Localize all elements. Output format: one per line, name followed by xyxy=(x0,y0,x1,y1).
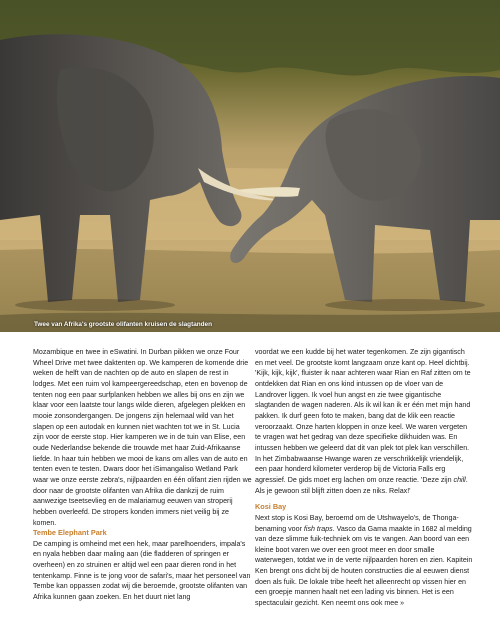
text-column-right xyxy=(255,347,474,609)
body-paragraph: Mozambique en twee in eSwatini. In Durban pikken we onze Four Wheel Drive met twee daktenten op. We kamperen de komende drie weken de helft van de nachten op de auto en slapen de rest in lodges. Met een ruim vol kampeergereedschap, eten en bovenop de tenten nog een paar surfplanken hebben we alles bij ons en zijn we klaar voor een laatste tour langs wilde dieren, afgelegen plekken en mooie zonsondergangen. De jongens zijn helemaal wild van het slapen op een autodak en kunnen niet wachten tot we in St. Lucia zijn voor de eerste stop. Hier kamperen we in de tuin van Elise, een oude Nederlandse bekende die trouwde met haar Zuid-Afrikaanse liefde. In haar tuin hebben we mooi de kans om alles van de auto en tenten even te testen. Dwars door het iSimangaliso Wetland Park waar we onze eerste zebra's, nijlpaarden en één olifant zien rijden we door naar de grootste olifanten van Afrika die dankzij de ruim aanwezige tseetsevlieg en de malariamug eeuwen van stroperij hebben overleefd. De stropers konden immers niet veilig bij ze komen. xyxy=(33,348,252,527)
text-run: Next stop is Kosi Bay, beroemd om de Utshwayelo's, de Thonga-benaming voor xyxy=(255,513,459,533)
text-run: . Als je gewoon stil blijft zitten doen ze niks. Relax!' xyxy=(255,475,468,495)
italic-word: chill xyxy=(453,475,466,484)
italic-term: fish traps xyxy=(303,524,333,533)
section-heading-tembe: Tembe Elephant Park xyxy=(33,528,107,538)
body-paragraph: De camping is omheind met een hek, maar parelhoenders, impala's en nyala hebben daar maling aan (die fladderen of springen er overheen) en zo struinen er altijd wel een paar dieren rond in het tentenkamp. Finne is te jong voor de safari's, maar het personeel van Tembe kan oppassen zodat wij die beroemde, grootste olifanten van Afrika kunnen gaan zoeken. En het duurt niet lang xyxy=(33,539,251,602)
body-paragraph xyxy=(255,347,474,496)
section-heading-kosi-bay: Kosi Bay xyxy=(255,502,287,512)
text-column-left xyxy=(33,347,252,603)
body-paragraph xyxy=(255,513,474,609)
text-run: voordat we een kudde bij het water tegenkomen. Ze zijn gigantisch en met veel. De grootste komt langzaam onze kant op. Heel dichtbij. 'Kijk, kijk, kijk', fluister ik naar achteren waar Rian en Raf zitten om te ontdekken dat Rian en ons kind intussen op de vloer van de Landrover liggen. Ik voel hun angst en zie twee gigantische slagtanden de wagen naderen. Als ik wil kan ik er één met mijn hand pakken. Ik durf geen foto te maken, bang dat de klik een reactie veroorzaakt. Onze harten kloppen in onze keel. We waren vergeten te vragen wat het gedrag van deze specifieke dikhuiden was. En intussen hebben we geleerd dat dit van plek tot plek kan verschillen. In het Zimbabwaanse Hwange waren ze verschrikkelijk vriendelijk, een paar honderd kilometer verderop bij de Victoria Falls erg agressief. De gids moet erg lachen om onze reactie. 'Deze zijn xyxy=(255,348,471,484)
photo-caption: Twee van Afrika's grootste olifanten kruisen de slagtanden xyxy=(34,321,213,328)
text-run: . Vasco da Gama maakte in 1682 al melding van deze slimme fuik-techniek om vis te vangen. Aan boord van een kleine boot varen we over een groot meer en door smalle waterwegen, totdat we in de verte nijlpaarden horen en zien. Kapitein Ken brengt ons dicht bij de houten constructies die al eeuwen dienst doen als fuik. De lokale tribe heeft het alleenrecht op vissen hier en een groepje mannen haalt net een lading vis binnen. Het is een spectaculair gezicht. Ken neemt ons ook mee » xyxy=(255,524,473,608)
